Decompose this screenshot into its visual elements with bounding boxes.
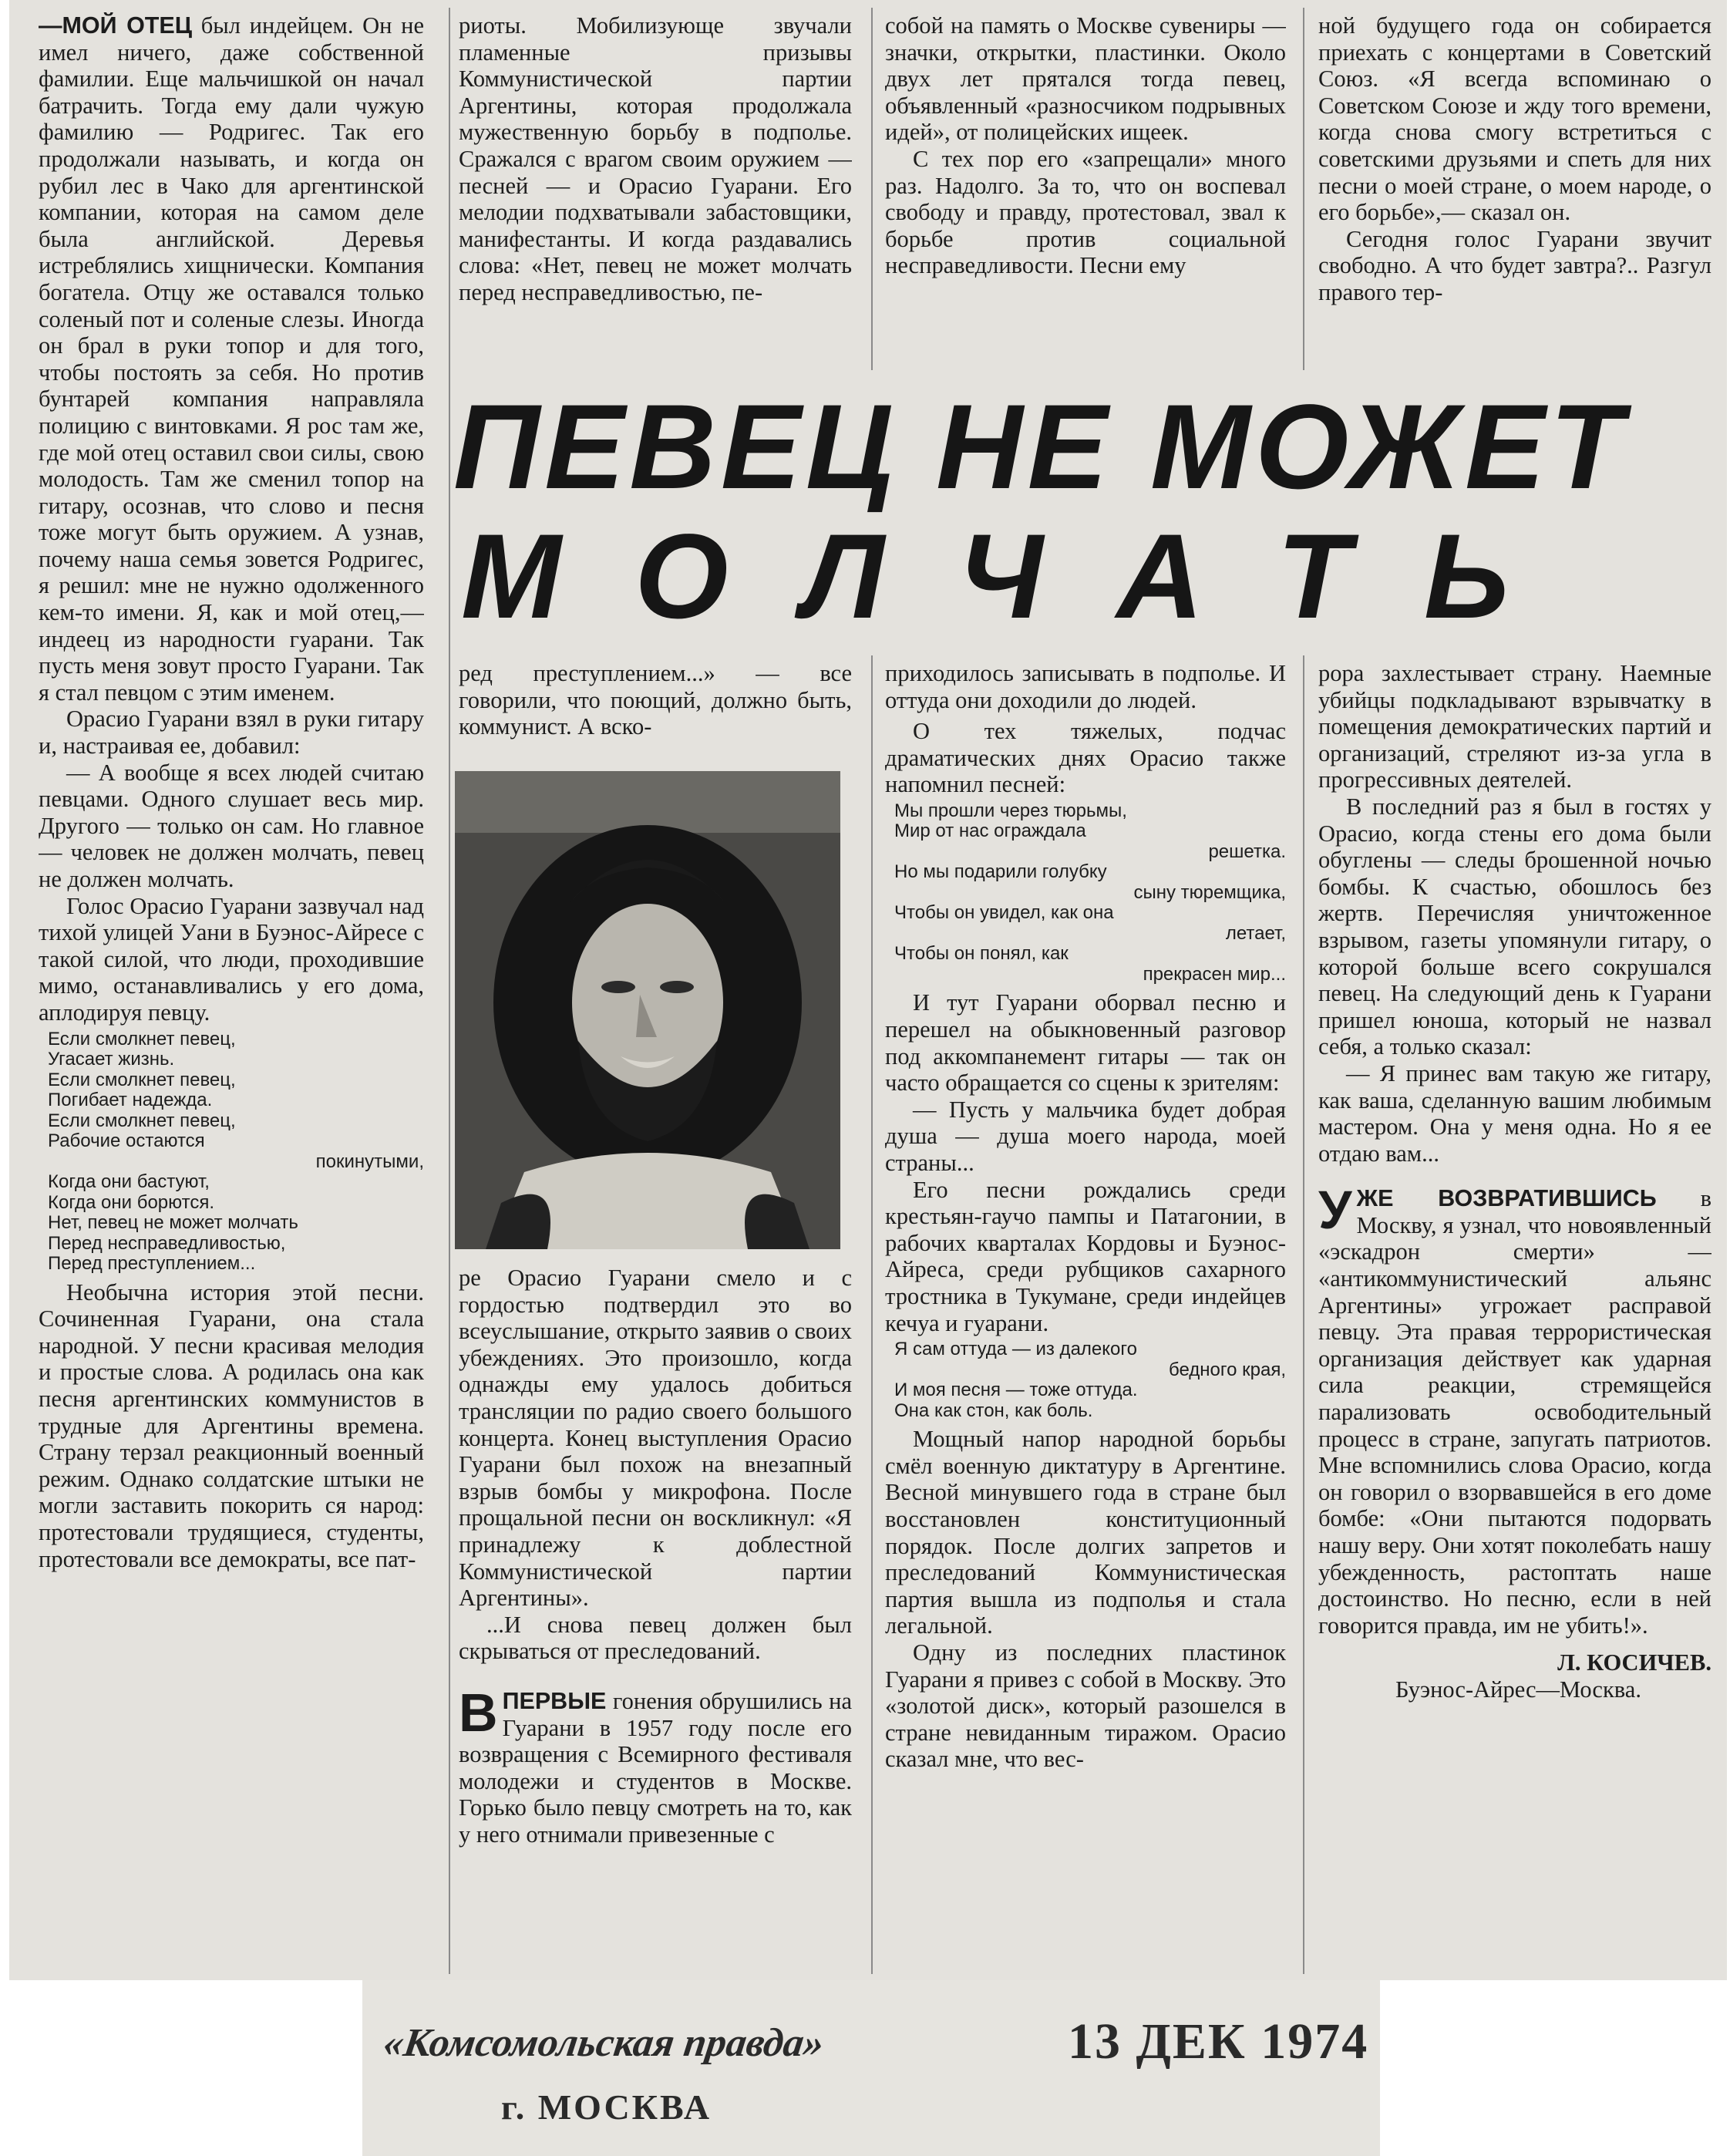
paragraph: приходилось записывать в подполье. И оттуда они доходили до людей. xyxy=(885,660,1286,713)
column-rule xyxy=(871,8,873,370)
column-rule xyxy=(1303,655,1304,1974)
paragraph: В последний раз я был в гостях у Орасио, когда стены его дома были обуглены — следы брошенной ночью бомбы. К счастью, обошлось без жертв. Перечисляя уничтоженное взрывом, газеты упомянули гитару, о которой больше всего сокрушался певец. На следующий день к Гуарани пришел юноша, который не назвал себя, а только сказал: xyxy=(1318,793,1711,1060)
verse-block xyxy=(894,801,1286,985)
portrait-image xyxy=(455,771,840,1249)
verse-block xyxy=(894,1339,1286,1421)
verse-line: сыну тюремщика, xyxy=(1133,881,1286,903)
paragraph: риоты. Мобилизующе звучали пламенные призывы Коммунистической партии Аргентины, которая продолжала мужественную борьбу в подполье. Сражался с врагом своим оружием — песней — и Орасио Гуарани. Его мелодии подхватывали забастовщики, манифестанты. И когда раздавались слова: «Нет, певец не может молчать перед несправедливостью, пе- xyxy=(459,12,852,305)
verse-line: Рабочие остаются xyxy=(48,1130,205,1152)
paragraph: Голос Орасио Гуарани зазвучал над тихой улицей Уани в Буэнос-Айресе с такой силой, что люди, проходившие мимо, останавливались у его дома, аплодируя певцу. xyxy=(39,892,424,1026)
singer-photo xyxy=(455,771,840,1249)
paragraph: — А вообще я всех людей считаю певцами. Одного слушает весь мир. Другого — только он сам. Но главное — человек не должен молчать, певец не должен молчать. xyxy=(39,759,424,892)
headline-line-2: М О Л Ч А Т Ь xyxy=(461,510,1530,644)
paragraph: Мощный напор народной борьбы смёл военную диктатуру в Аргентине. Весной минувшего года в стране был восстановлен конституционный порядок. После долгих запретов и преследований Коммунистическая партия вышла из подполья и стала легальной. xyxy=(885,1426,1286,1639)
verse-line: Когда они бастуют, xyxy=(48,1171,210,1193)
paragraph: И тут Гуарани оборвал песню и перешел на обыкновенный разговор под аккомпанемент гитары — так он часто обращается со сцены к зрителям: xyxy=(885,989,1286,1097)
paragraph: О тех тяжелых, подчас драматических днях Орасио также напомнил песней: xyxy=(885,718,1286,798)
verse-line: бедного края, xyxy=(1168,1359,1286,1380)
paragraph: ре Орасио Гуарани смело и с гордостью подтвердил это во всеуслышание, открыто заявив о своих убеждениях. Это произошло, когда однажды ему удалось добиться трансляции по радио своего большого концерта. Конец выступления Орасио Гуарани был похож на внезапный взрыв бомбы у микрофона. После прощальной песни он воскликнул: «Я принадлежу к доблестной Коммунистической партии Аргентины». xyxy=(459,1265,852,1612)
paragraph: был индейцем. Он не имел ничего, даже собственной фамилии. Еще мальчишкой он начал батрачить. Тогда ему дали чужую фамилию — Родригес. Так его продолжали называть, и когда он рубил лес в Чако для аргентинской компании, которая на самом деле была английской. Деревья истреблялись хищнически. Компания богатела. Отцу же оставался только соленый пот и соленые слезы. Иногда он брал в руки топор и для того, чтобы постоять за себя. Но против бунтарей компания направляла полицию с винтовками. Я рос там же, где мой отец оставил свои силы, свою молодость. Там же сменил топор на гитару, осознав, что слово и песня тоже могут быть оружием. А узнав, почему наша семья зовется Родригес, я решил: мне не нужно одолженного кем-то имени. Я, как и мой отец,— индеец из народности гуарани. Так пусть меня зовут просто Гуарани. Так я стал певцом с этим именем. xyxy=(39,12,424,706)
paragraph: Орасио Гуарани взял в руки гитару и, настраивая ее, добавил: xyxy=(39,706,424,760)
paragraph: — Пусть у мальчика будет добрая душа — душа моего народа, моей страны... xyxy=(885,1096,1286,1177)
verse-line: Но мы подарили голубку xyxy=(894,861,1107,883)
verse-line: Перед преступлением... xyxy=(48,1253,256,1275)
column-rule xyxy=(449,8,450,1974)
paragraph: ред преступлением...» — все говорили, что поющий, должно быть, коммунист. А вско- xyxy=(459,660,852,740)
verse-line: Если смолкнет певец, xyxy=(48,1069,236,1090)
paragraph: С тех пор его «запрещали» много раз. Надолго. За то, что он воспевал свободу и правду, протестовал, звал к борьбе против социальной несправедливости. Песни ему xyxy=(885,145,1286,279)
paragraph: гонения обрушились на Гуарани в 1957 году после его возвращения с Всемирного фестиваля молодежи и студентов в Москве. Горько было певцу смотреть на то, как у него отнимали привезенные с xyxy=(459,1687,852,1848)
paragraph: Одну из последних пластинок Гуарани я привез с собой в Москву. Это «золотой диск», который разошелся в стране невиданным тиражом. Орасио сказал мне, что вес- xyxy=(885,1639,1286,1773)
lead-cap: ЖЕ ВОЗВРАТИВШИСЬ xyxy=(1356,1185,1657,1212)
verse-line: Она как стон, как боль. xyxy=(894,1400,1093,1421)
paragraph: Необычна история этой песни. Сочиненная Гуарани, она стала народной. У песни красивая мелодия и простые слова. А родилась она как песня аргентинских коммунистов в трудные для Аргентины времена. Страну терзал реакционный военный режим. Однако солдатские штыки не могли заставить покорить ся народ: протестовали трудящиеся, студенты, протестовали все демократы, все пат- xyxy=(39,1278,424,1572)
column-4-top xyxy=(1318,12,1711,367)
paragraph: ...И снова певец должен был скрываться от преследований. xyxy=(459,1611,852,1665)
drop-cap: У xyxy=(1318,1180,1352,1241)
verse-line: летает, xyxy=(1225,922,1286,944)
verse-line: Я сам оттуда — из далекого xyxy=(894,1339,1137,1360)
paragraph: Сегодня голос Гуарани звучит свободно. А что будет завтра?.. Разгул правого тер- xyxy=(1318,225,1711,305)
paragraph: собой на память о Москве сувениры — значки, открытки, пластинки. Около двух лет прятался тогда певец, объявленный «разносчиком подрывных идей», от полицейских ищеек. xyxy=(885,12,1286,146)
headline-line-1: ПЕВЕЦ НЕ МОЖЕТ xyxy=(453,380,1628,514)
date-stamp: 13 ДЕК 1974 xyxy=(1068,2013,1369,2070)
paragraph: — Я принес вам такую же гитару, как ваша, сделанную вашим любимым мастером. Она у меня одна. Но я ее отдаю вам... xyxy=(1318,1059,1711,1167)
verse-line: Когда они борются. xyxy=(48,1191,214,1213)
verse-line: И моя песня — тоже оттуда. xyxy=(894,1380,1138,1401)
verse-line: Угасает жизнь. xyxy=(48,1049,175,1070)
column-3-bottom xyxy=(885,660,1286,1975)
column-4-bottom xyxy=(1318,660,1711,1975)
verse-line: Мир от нас ограждала xyxy=(894,820,1086,842)
verse-line: Перед несправедливостью, xyxy=(48,1232,286,1254)
dateline: Буэнос-Айрес—Москва. xyxy=(1395,1676,1641,1703)
newspaper-stamp: «Комсомольская правда» xyxy=(380,2021,827,2065)
paragraph: в Москву, я узнал, что новоявленный «эскадрон смерти» — «антикоммунистический альянс Аргентины» угрожает расправой певцу. Эта правая террористическая организация действует как ударная сила реакции, стремящейся парализовать освободительный процесс в стране, запугать патриотов. Мне вспомнились слова Орасио, когда он говорил о взорвавшейся в его доме бомбе: «Они пытаются подорвать нашу веру. Они хотят поколебать нашу убежденность, растоптать наше достоинство. Но песню, если в ней говорится правда, им не убить!». xyxy=(1318,1185,1711,1639)
column-2-middle xyxy=(459,660,852,756)
verse-block xyxy=(48,1029,424,1275)
verse-line: Погибает надежда. xyxy=(48,1090,213,1111)
paragraph: ной будущего года он собирается приехать с концертами в Советский Союз. «Я всегда вспоминаю о Советском Союзе и жду того времени, когда снова смогу встретиться с советскими друзьями и спеть для них песни о моей стране, о моем народе, о его борьбе»,— сказал он. xyxy=(1318,12,1711,226)
city-stamp: г. МОСКВА xyxy=(501,2087,712,2127)
column-1 xyxy=(39,12,424,1975)
verse-line: Мы прошли через тюрьмы, xyxy=(894,800,1127,821)
lead-cap: —МОЙ ОТЕЦ xyxy=(39,12,193,39)
column-3-top xyxy=(885,12,1286,367)
verse-line: Если смолкнет певец, xyxy=(48,1028,236,1049)
column-2-top xyxy=(459,12,852,367)
drop-cap: В xyxy=(459,1682,498,1743)
author-signature: Л. КОСИЧЕВ. xyxy=(1557,1649,1711,1676)
verse-line: Чтобы он увидел, как она xyxy=(894,902,1114,924)
verse-line: Нет, певец не может молчать xyxy=(48,1212,298,1234)
verse-line: Если смолкнет певец, xyxy=(48,1110,236,1131)
paragraph: Его песни рождались среди крестьян-гаучо пампы и Патагонии, в рабочих кварталах Кордовы и Буэнос-Айреса, среди рубщиков сахарного тростника в Тукумане, среди индейцев кечуа и гуарани. xyxy=(885,1176,1286,1336)
verse-line: покинутыми, xyxy=(315,1150,424,1172)
lead-cap: ПЕРВЫЕ xyxy=(502,1687,607,1714)
verse-line: решетка. xyxy=(1208,841,1286,862)
verse-line: прекрасен мир... xyxy=(1143,963,1286,985)
column-2-bottom xyxy=(459,1265,852,1974)
paragraph: рора захлестывает страну. Наемные убийцы подкладывают взрывчатку в помещения демократических партий и организаций, стреляют из-за угла в прогрессивных деятелей. xyxy=(1318,660,1711,793)
column-rule xyxy=(1303,8,1304,370)
column-rule xyxy=(871,655,873,1974)
verse-line: Чтобы он понял, как xyxy=(894,943,1069,965)
